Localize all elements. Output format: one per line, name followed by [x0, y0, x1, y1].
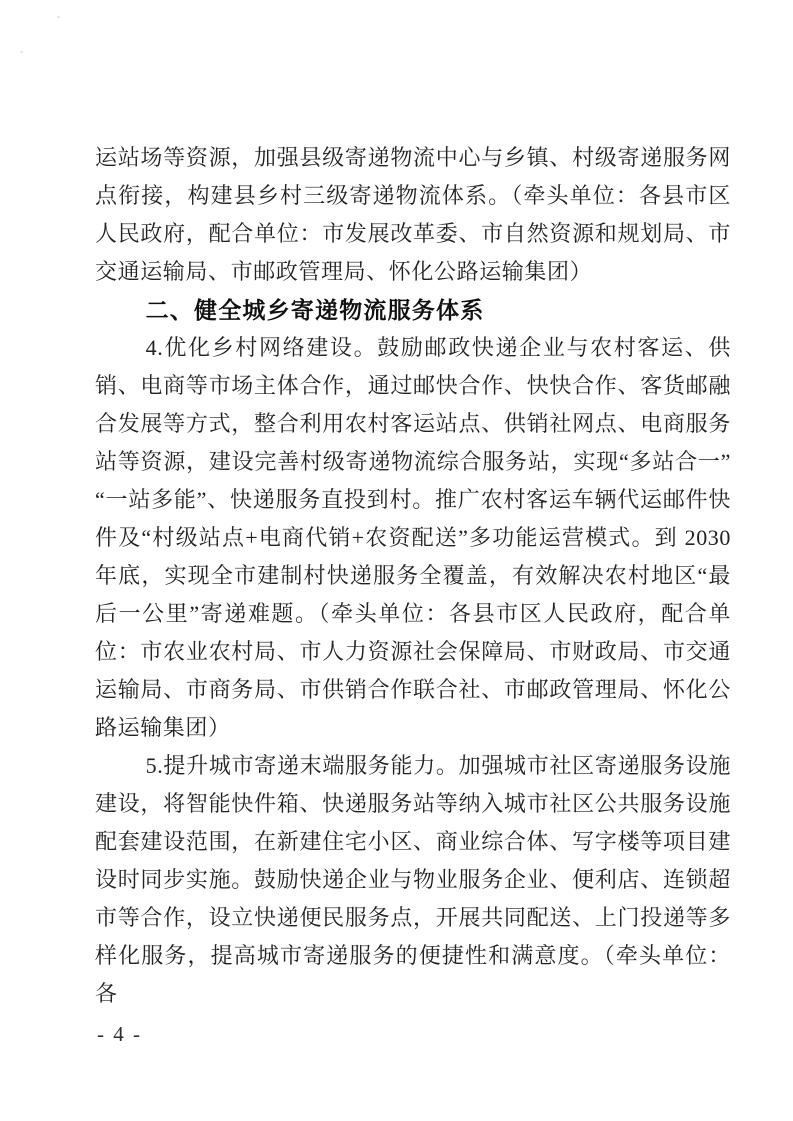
page-number: - 4 - — [97, 1022, 142, 1046]
paragraph-continuation: 运站场等资源，加强县级寄递物流中心与乡镇、村级寄递服务网点衔接，构建县乡村三级寄递物流体系。（牵头单位：各县市区人民政府，配合单位：市发展改革委、市自然资源和规划局、市交通运输局、市邮政管理局、怀化公路运输集团） — [95, 145, 731, 284]
paragraph-item-5: 5.提升城市寄递末端服务能力。加强城市社区寄递服务设施建设，将智能快件箱、快递服务站等纳入城市社区公共服务设施配套建设范围，在新建住宅小区、商业综合体、写字楼等项目建设时同步实施。鼓励快递企业与物业服务企业、便利店、连锁超市等合作，设立快递便民服务点，开展共同配送、上门投递等多样化服务，提高城市寄递服务的便捷性和满意度。（牵头单位：各 — [95, 753, 731, 1006]
section-heading: 二、健全城乡寄递物流服务体系 — [145, 297, 485, 323]
paragraph-item-4: 4.优化乡村网络建设。鼓励邮政快递企业与农村客运、供销、电商等市场主体合作，通过邮快合作、快快合作、客货邮融合发展等方式，整合利用农村客运站点、供销社网点、电商服务站等资源，建设完善村级寄递物流综合服务站，实现“多站合一”“一站多能”、快递服务直投到村。推广农村客运车辆代运邮件快件及“村级站点+电商代销+农资配送”多功能运营模式。到 2030 年底，实现全市建制村快递服务全覆盖，有效解决农村地区“最后一公里”寄递难题。（牵头单位：各县市区人民政府，配合单位：市农业农村局、市人力资源社会保障局、市财政局、市交通运输局、市商务局、市供销合作联合社、市邮政管理局、怀化公路运输集团） — [95, 335, 731, 740]
scan-artifact-speck — [20, 51, 23, 53]
document-body — [95, 139, 731, 1013]
scan-artifact-speck — [57, 16, 60, 18]
